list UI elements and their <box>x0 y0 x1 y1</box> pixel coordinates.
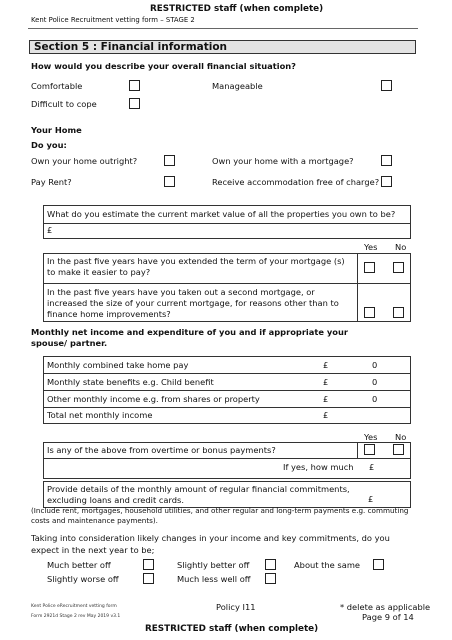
footer-form-name: Kent Police eRecruitment vetting form <box>31 604 117 609</box>
monthly-row-currency: £ <box>323 377 329 387</box>
section-title: Section 5 : Financial information <box>34 41 228 53</box>
manageable-checkbox[interactable] <box>381 80 392 91</box>
footer-delete-note: * delete as applicable <box>340 602 431 612</box>
overtime-no-checkbox[interactable] <box>393 444 404 455</box>
free-accommodation-label: Receive accommodation free of charge? <box>212 177 380 187</box>
difficult-checkbox[interactable] <box>129 98 140 109</box>
much-less-checkbox[interactable] <box>265 573 276 584</box>
own-mortgage-checkbox[interactable] <box>381 155 392 166</box>
footer-policy: Policy I11 <box>216 602 256 612</box>
monthly-row-value[interactable]: 0 <box>372 394 378 404</box>
much-less-label: Much less well off <box>177 574 251 584</box>
market-value-divider <box>43 223 411 224</box>
much-better-checkbox[interactable] <box>143 559 154 570</box>
mortgage-no-header: No <box>395 242 407 252</box>
section-title-bar <box>29 40 416 54</box>
mortgage-col-divider <box>357 253 358 322</box>
option-manageable-label: Manageable <box>212 81 263 91</box>
own-outright-label: Own your home outright? <box>31 156 138 166</box>
monthly-row-currency: £ <box>323 360 329 370</box>
slightly-better-label: Slightly better off <box>177 560 250 570</box>
commitments-note: (Include rent, mortgages, household utilities, and other regular and long-term payments e.g. commuting costs and maintenance payments). <box>31 506 409 525</box>
slightly-worse-label: Slightly worse off <box>47 574 119 584</box>
overtime-col-divider <box>357 442 358 458</box>
commitments-amount[interactable]: £ <box>368 494 374 504</box>
mortgage-extended-yes-checkbox[interactable] <box>364 262 375 273</box>
monthly-row-value[interactable]: 0 <box>372 377 378 387</box>
restricted-header: RESTRICTED staff (when complete) <box>150 4 324 14</box>
market-value-currency[interactable]: £ <box>47 225 53 235</box>
monthly-row-currency: £ <box>323 394 329 404</box>
monthly-row-label: Total net monthly income <box>47 410 153 420</box>
home-heading: Your Home <box>31 125 82 135</box>
about-same-checkbox[interactable] <box>373 559 384 570</box>
slightly-better-checkbox[interactable] <box>265 559 276 570</box>
monthly-row-divider <box>43 390 411 391</box>
market-value-question: What do you estimate the current market value of all the properties you own to be? <box>47 209 396 219</box>
mortgage-extended-question: In the past five years have you extended the term of your mortgage (s) to make it easier to pay? <box>47 256 345 277</box>
home-subheading: Do you: <box>31 140 67 150</box>
much-better-label: Much better off <box>47 560 111 570</box>
second-mortgage-yes-checkbox[interactable] <box>364 307 375 318</box>
footer-form-version: Form 2921d Stage 2 rev May 2019 v3.1 <box>31 614 121 619</box>
own-mortgage-label: Own your home with a mortgage? <box>212 156 354 166</box>
second-mortgage-question: In the past five years have you taken out a second mortgage, or increased the size of your current mortgage, for reasons other than to finance home improvements? <box>47 287 339 319</box>
comfortable-checkbox[interactable] <box>129 80 140 91</box>
monthly-row-value[interactable]: 0 <box>372 360 378 370</box>
overall-question: How would you describe your overall financial situation? <box>31 61 296 71</box>
commitments-question: Provide details of the monthly amount of regular financial commitments, excluding loans and credit cards. <box>47 484 350 505</box>
option-difficult-label: Difficult to cope <box>31 99 97 109</box>
pay-rent-checkbox[interactable] <box>164 176 175 187</box>
header-rule <box>28 28 418 29</box>
overtime-amount[interactable]: £ <box>369 462 375 472</box>
monthly-row-divider <box>43 373 411 374</box>
free-accommodation-checkbox[interactable] <box>381 176 392 187</box>
expectation-question: Taking into consideration likely changes in your income and key commitments, do you expect in the next year to be; <box>31 533 390 555</box>
overtime-yes-checkbox[interactable] <box>364 444 375 455</box>
monthly-row-divider <box>43 407 411 408</box>
mortgage-extended-no-checkbox[interactable] <box>393 262 404 273</box>
own-outright-checkbox[interactable] <box>164 155 175 166</box>
monthly-row-label: Monthly state benefits e.g. Child benefit <box>47 377 214 387</box>
mortgage-divider <box>43 283 411 284</box>
second-mortgage-no-checkbox[interactable] <box>393 307 404 318</box>
footer-page-number: Page 9 of 14 <box>362 612 414 622</box>
overtime-yes-header: Yes <box>364 432 378 442</box>
restricted-footer: RESTRICTED staff (when complete) <box>145 624 319 634</box>
overtime-no-header: No <box>395 432 407 442</box>
overtime-question: Is any of the above from overtime or bonus payments? <box>47 445 276 455</box>
monthly-row-currency: £ <box>323 410 329 420</box>
form-title: Kent Police Recruitment vetting form – STAGE 2 <box>31 16 195 24</box>
monthly-heading: Monthly net income and expenditure of you and if appropriate your spouse/ partner. <box>31 327 348 348</box>
monthly-row-label: Monthly combined take home pay <box>47 360 189 370</box>
monthly-row-label: Other monthly income e.g. from shares or property <box>47 394 260 404</box>
option-comfortable-label: Comfortable <box>31 81 83 91</box>
mortgage-yes-header: Yes <box>364 242 378 252</box>
pay-rent-label: Pay Rent? <box>31 177 72 187</box>
slightly-worse-checkbox[interactable] <box>143 573 154 584</box>
about-same-label: About the same <box>294 560 361 570</box>
overtime-if-yes-label: If yes, how much <box>283 462 354 472</box>
overtime-divider <box>43 458 411 459</box>
